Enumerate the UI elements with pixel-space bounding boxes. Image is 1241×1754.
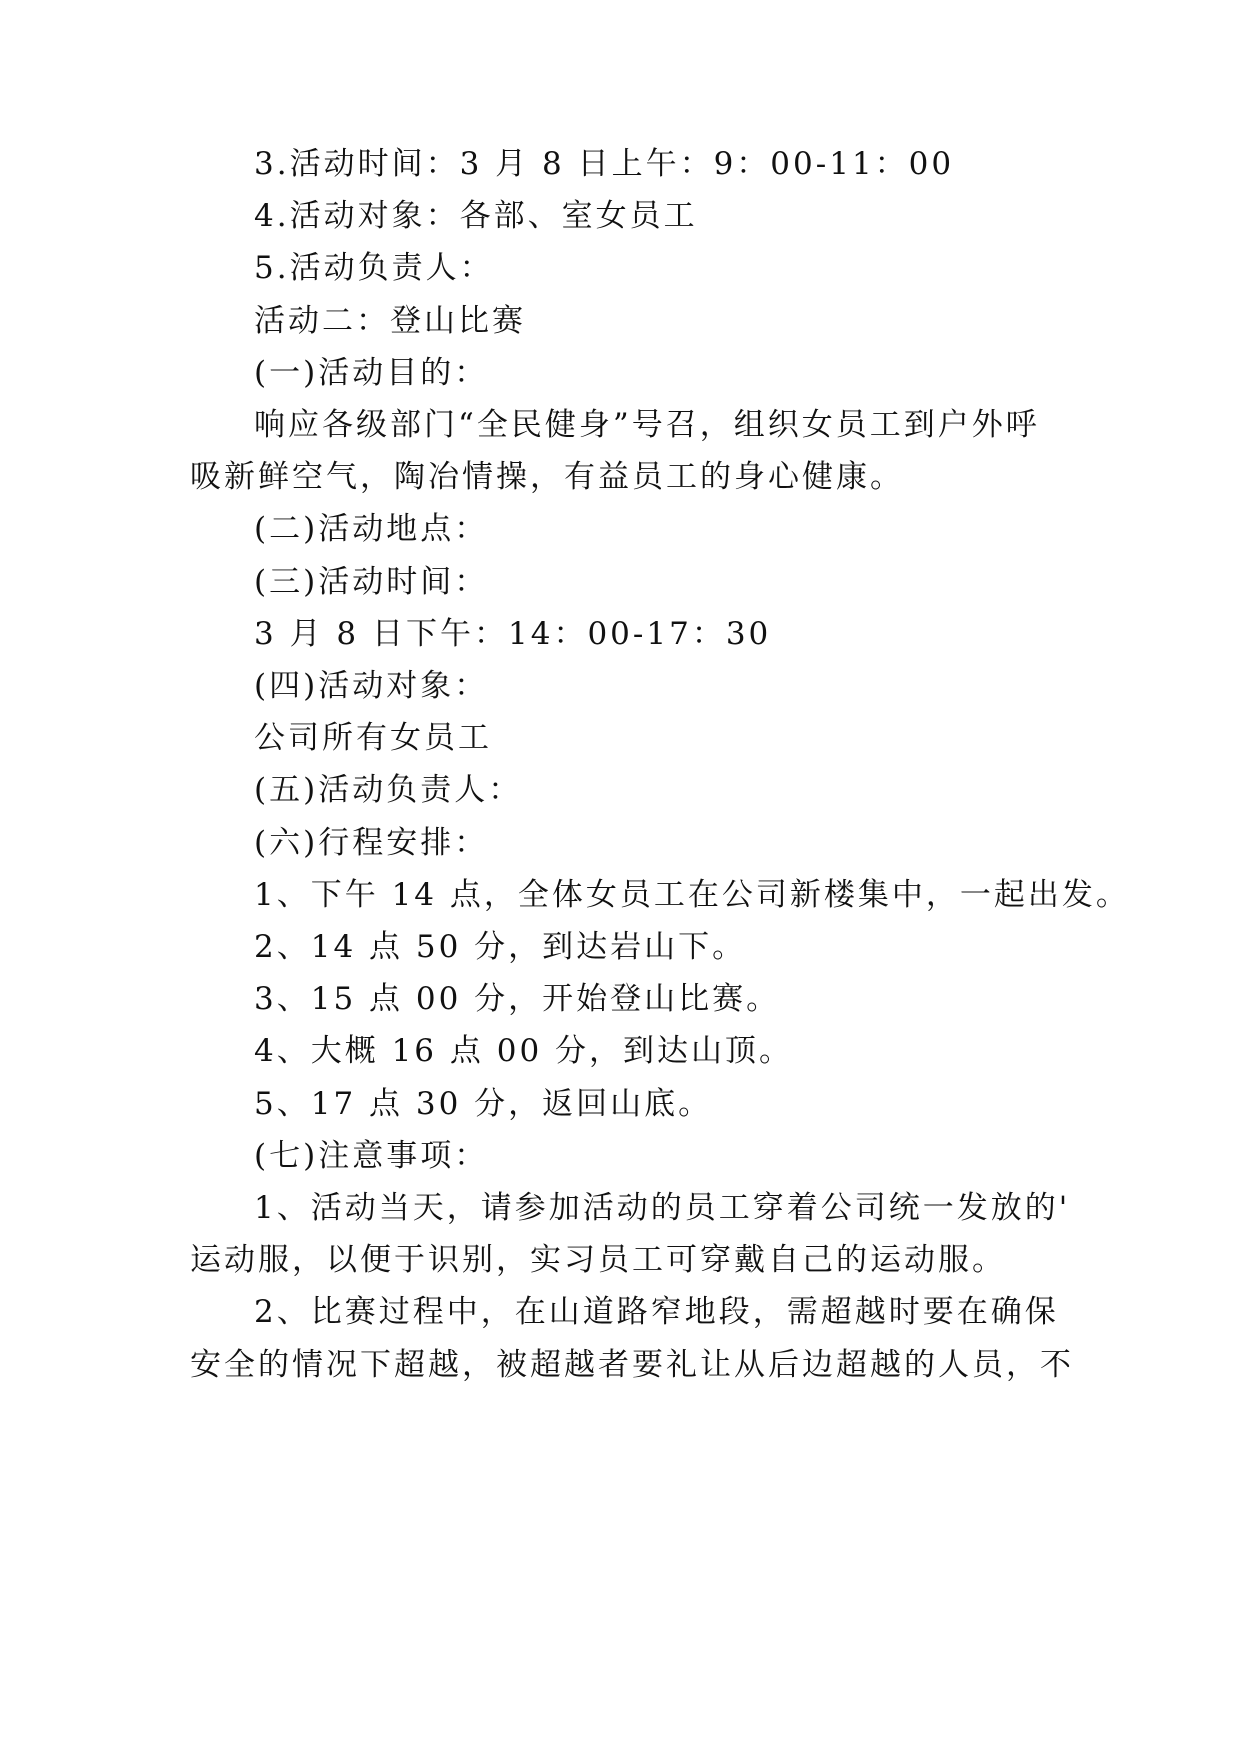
paragraph-line: 2、比赛过程中，在山道路窄地段，需超越时要在确保 xyxy=(254,1294,1059,1331)
paragraph-line: 运动服，以便于识别，实习员工可穿戴自己的运动服。 xyxy=(190,1242,1006,1279)
paragraph-line: 活动二：登山比赛 xyxy=(254,302,526,339)
paragraph-line: 1、下午 14 点，全体女员工在公司新楼集中，一起出发。 xyxy=(254,876,1130,913)
paragraph-line: 3、15 点 00 分，开始登山比赛。 xyxy=(254,981,781,1018)
paragraph-line: 公司所有女员工 xyxy=(254,720,492,757)
paragraph-line: 安全的情况下超越，被超越者要礼让从后边超越的人员，不 xyxy=(190,1346,1074,1383)
paragraph-line: 响应各级部门“全民健身”号召，组织女员工到户外呼 xyxy=(254,407,1040,443)
paragraph-line: (一)活动目的： xyxy=(254,354,489,391)
paragraph-line: (五)活动负责人： xyxy=(254,772,523,809)
paragraph-line: (三)活动时间： xyxy=(254,563,489,600)
paragraph-line: 2、14 点 50 分，到达岩山下。 xyxy=(254,929,747,965)
paragraph-line: (二)活动地点： xyxy=(254,511,489,548)
paragraph-line: 5、17 点 30 分，返回山底。 xyxy=(254,1085,713,1122)
paragraph-line: 吸新鲜空气，陶冶情操，有益员工的身心健康。 xyxy=(190,459,904,496)
paragraph-line: (四)活动对象： xyxy=(254,668,489,704)
paragraph-line: 3.活动时间：3 月 8 日上午：9：00-11：00 xyxy=(254,146,955,182)
paragraph-line: 3 月 8 日下午：14：00-17：30 xyxy=(254,615,772,652)
paragraph-line: (七)注意事项： xyxy=(254,1137,489,1174)
paragraph-line: (六)行程安排： xyxy=(254,824,489,861)
paragraph-line: 1、活动当天，请参加活动的员工穿着公司统一发放的' xyxy=(254,1190,1071,1226)
paragraph-line: 4.活动对象：各部、室女员工 xyxy=(254,198,698,235)
paragraph-line: 4、大概 16 点 00 分，到达山顶。 xyxy=(254,1033,794,1070)
paragraph-line: 5.活动负责人： xyxy=(254,250,494,287)
